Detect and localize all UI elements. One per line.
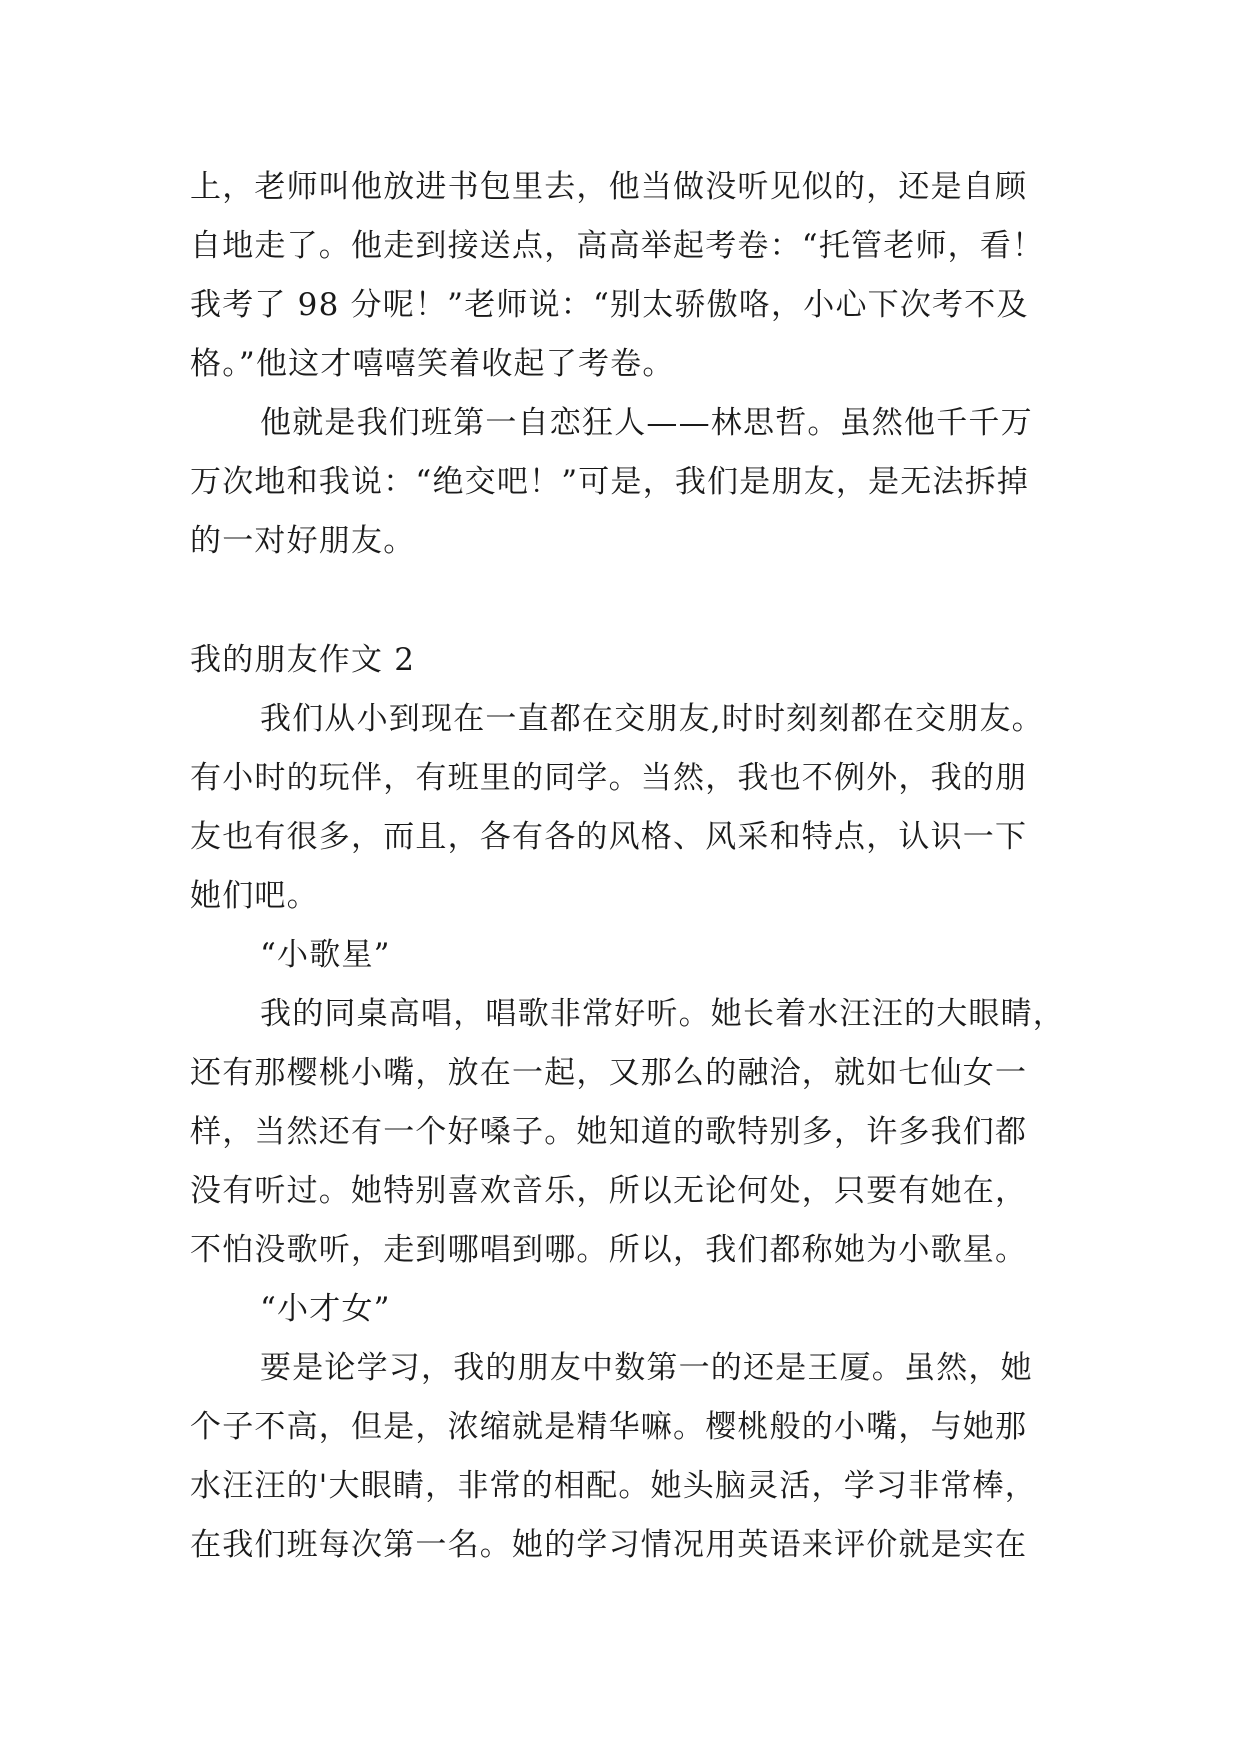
text-line: 在我们班每次第一名。她的学习情况用英语来评价就是实在 (190, 1527, 1028, 1563)
text-line: 水汪汪的'大眼睛，非常的相配。她头脑灵活，学习非常棒， (190, 1468, 1037, 1504)
text-line: 我的同桌高唱，唱歌非常好听。她长着水汪汪的大眼睛， (260, 996, 1065, 1032)
text-line: 格。”他这才嘻嘻笑着收起了考卷。 (190, 346, 675, 382)
subtitle: “小歌星” (260, 937, 391, 973)
text-line: 要是论学习，我的朋友中数第一的还是王厦。虽然，她 (260, 1350, 1033, 1386)
text-line: 有小时的玩伴，有班里的同学。当然，我也不例外，我的朋 (190, 760, 1028, 796)
subtitle: “小才女” (260, 1291, 391, 1327)
document-page (190, 158, 1065, 1575)
text-line: 不怕没歌听，走到哪唱到哪。所以，我们都称她为小歌星。 (190, 1232, 1028, 1268)
paragraph-gap (190, 571, 1060, 631)
text-line: 的一对好朋友。 (190, 523, 416, 559)
text-line: 还有那樱桃小嘴，放在一起，又那么的融洽，就如七仙女一 (190, 1055, 1028, 1091)
text-line: 上，老师叫他放进书包里去，他当做没听见似的，还是自顾 (190, 169, 1028, 205)
text-line: 样，当然还有一个好嗓子。她知道的歌特别多，许多我们都 (190, 1114, 1028, 1150)
text-line: 我考了 98 分呢！”老师说：“别太骄傲咯，小心下次考不及 (190, 287, 1029, 323)
text-line: 没有听过。她特别喜欢音乐，所以无论何处，只要有她在， (190, 1173, 1028, 1209)
text-line: 友也有很多，而且，各有各的风格、风采和特点，认识一下 (190, 819, 1028, 855)
text-line: 我们从小到现在一直都在交朋友,时时刻刻都在交朋友。 (260, 701, 1044, 737)
text-line: 个子不高，但是，浓缩就是精华嘛。樱桃般的小嘴，与她那 (190, 1409, 1028, 1445)
text-line: 她们吧。 (190, 878, 319, 914)
text-line: 万次地和我说：“绝交吧！”可是，我们是朋友，是无法拆掉 (190, 464, 1030, 500)
text-line: 他就是我们班第一自恋狂人——林思哲。虽然他千千万 (260, 405, 1033, 441)
section-heading: 我的朋友作文 2 (190, 642, 416, 678)
text-line: 自地走了。他走到接送点，高高举起考卷：“托管老师，看！ (190, 228, 1045, 264)
